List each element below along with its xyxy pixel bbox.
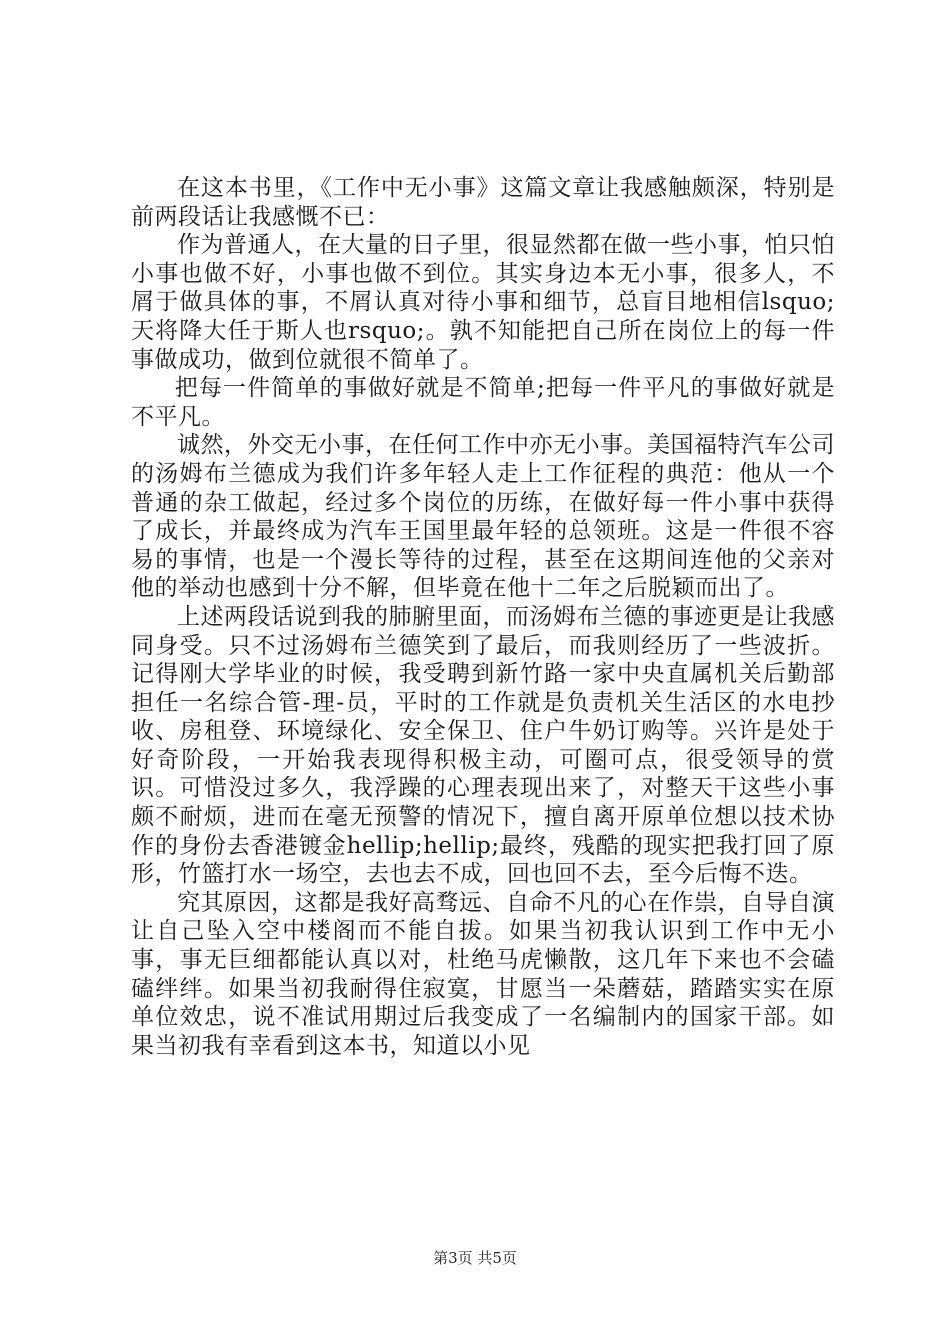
paragraph-1: 在这本书里，《工作中无小事》这篇文章让我感触颇深，特别是前两段话让我感慨不已：: [131, 175, 835, 230]
paragraph-5: 上述两段话说到我的肺腑里面，而汤姆布兰德的事迹更是让我感同身受。只不过汤姆布兰德笑到了最后，而我则经历了一些波折。记得刚大学毕业的时候，我受聘到新竹路一家中央直属机关后勤部担任一名综合管-理-员，平时的工作就是负责机关生活区的水电抄收、房租登、环境绿化、安全保卫、住户牛奶订购等。兴许是处于好奇阶段，一开始我表现得积极主动，可圈可点，很受领导的赏识。可惜没过多久，我浮躁的心理表现出来了，对整天干这些小事颇不耐烦，进而在毫无预警的情况下，擅自离开原单位想以技术协作的身份去香港镀金hellip;hellip;最终，残酷的现实把我打回了原形，竹篮打水一场空，去也去不成，回也回不去，至今后悔不迭。: [131, 603, 835, 888]
paragraph-4: 诚然，外交无小事，在任何工作中亦无小事。美国福特汽车公司的汤姆布兰德成为我们许多年轻人走上工作征程的典范：他从一个普通的杂工做起，经过多个岗位的历练，在做好每一件小事中获得了成长，并最终成为汽车王国里最年轻的总领班。这是一件很不容易的事情，也是一个漫长等待的过程，甚至在这期间连他的父亲对他的举动也感到十分不解，但毕竟在他十二年之后脱颖而出了。: [131, 432, 835, 602]
paragraph-6: 究其原因，这都是我好高骛远、自命不凡的心在作祟，自导自演让自己坠入空中楼阁而不能自拔。如果当初我认识到工作中无小事，事无巨细都能认真以对，杜绝马虎懒散，这几年下来也不会磕磕绊绊。如果当初我耐得住寂寞，甘愿当一朵蘑菇，踏踏实实在原单位效忠，说不准试用期过后我变成了一名编制内的国家干部。如果当初我有幸看到这本书，知道以小见: [131, 889, 835, 1059]
paragraph-2: 作为普通人，在大量的日子里，很显然都在做一些小事，怕只怕小事也做不好，小事也做不到位。其实身边本无小事，很多人，不屑于做具体的事，不屑认真对待小事和细节，总盲目地相信lsquo;天将降大任于斯人也rsquo;。孰不知能把自己所在岗位上的每一件事做成功，做到位就很不简单了。: [131, 232, 835, 373]
document-body: [131, 174, 835, 1060]
page-number-footer: 第3页 共5页: [433, 1249, 517, 1267]
paragraph-3: 把每一件简单的事做好就是不简单;把每一件平凡的事做好就是不平凡。: [131, 375, 835, 430]
